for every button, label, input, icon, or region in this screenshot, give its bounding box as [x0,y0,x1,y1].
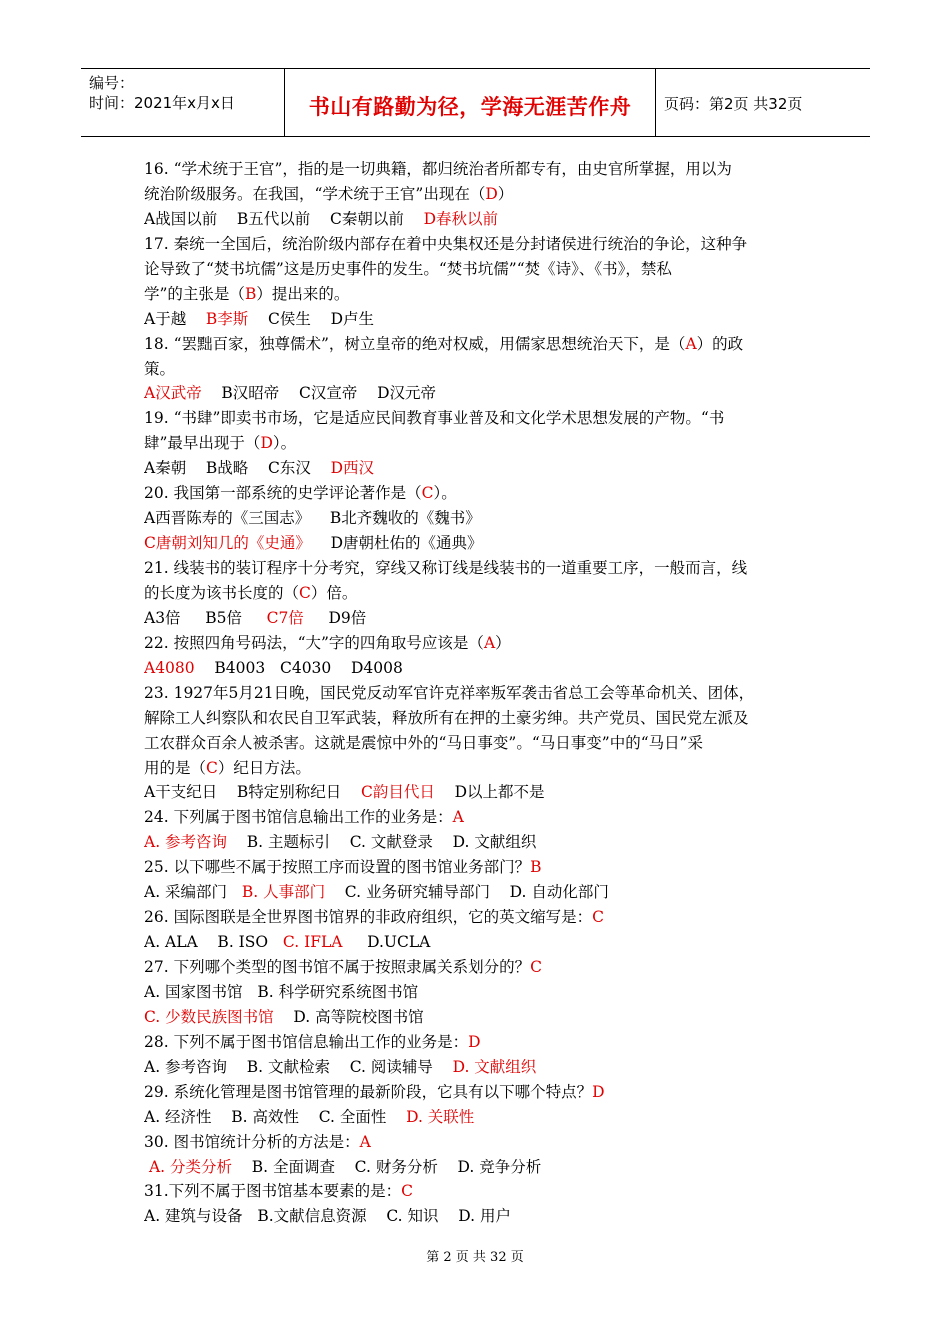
answer-text: D [468,1032,481,1051]
line-text: C侯生 D卢生 [248,309,375,328]
line-text: 肆”最早出现于（ [144,434,261,453]
text-line [144,631,814,656]
text-line [144,656,814,681]
line-text: 20. 我国第一部系统的史学评论著作是（ [144,484,422,503]
date-label: 时间：2021年x月x日 [89,94,235,112]
text-line [144,855,814,880]
text-line [144,756,814,781]
line-text: 论导致了“焚书坑儒”这是历史事件的发生。“焚书坑儒”“焚《诗》、《书》，禁私 [144,259,672,278]
answer-text: C [206,758,218,777]
line-text: 24. 下列属于图书馆信息输出工作的业务是： [144,808,453,827]
line-text: A. 经济性 B. 高效性 C. 全面性 [144,1107,407,1126]
line-text: A. 参考咨询 B. 文献检索 C. 阅读辅导 [144,1057,453,1076]
answer-text: A. 分类分析 [148,1157,232,1176]
answer-text: A. 参考咨询 [144,833,228,852]
header-page-cell [656,69,870,136]
line-text: 19. “书肆”即卖书市场，它是适应民间教育事业普及和文化学术思想发展的产物。“书 [144,409,725,428]
line-text: 16. “学术统于王官”，指的是一切典籍，都归统治者所都专有，由史官所掌握，用以为 [144,160,732,178]
answer-text: D春秋以前 [423,209,499,228]
line-text: 的长度为该书长度的（ [144,583,300,602]
text-line [144,681,814,706]
line-text: 17. 秦统一全国后，统治阶级内部存在着中央集权还是分封诸侯进行统治的争论，这种争 [144,234,748,253]
line-text: ）。 [272,434,297,453]
line-text: 31.下列不属于图书馆基本要素的是： [144,1182,402,1201]
line-text: D9倍 [303,608,367,627]
text-line [144,731,814,756]
line-text: A3倍 B5倍 [144,608,267,627]
text-line [144,830,814,855]
text-line [144,182,814,207]
text-line [144,1005,814,1030]
page-header [81,68,870,137]
text-line [144,1055,814,1080]
answer-text: C [401,1182,414,1201]
line-text: ） [497,184,514,203]
text-line [144,207,814,232]
answer-text: C韵目代日 [361,783,435,802]
answer-text: A [452,808,464,827]
line-text: B4003 C4030 D4008 [194,658,403,677]
text-line [144,357,814,382]
text-line [144,1105,814,1130]
answer-text: D [592,1082,605,1101]
line-text: ）倍。 [310,583,358,602]
line-text: 统治阶级服务。在我国，“学术统于王官”出现在（ [144,184,486,203]
line-text: 28. 下列不属于图书馆信息输出工作的业务是： [144,1032,469,1051]
line-text: 解除工人纠察队和农民自卫军武装，释放所有在押的土豪劣绅。共产党员、国民党左派及 [144,708,749,727]
line-text: D以上都不是 [434,783,545,802]
answer-text: A [483,633,496,652]
text-line [144,481,814,506]
answer-text: C [421,484,434,503]
line-text: 30. 图书馆统计分析的方法是： [144,1132,360,1151]
answer-text: B李斯 [205,309,249,328]
text-line [144,556,814,581]
line-text: D.UCLA [342,933,431,952]
text-line [144,332,814,357]
answer-text: A [359,1132,371,1151]
text-line [144,531,814,556]
line-text: ） [495,633,511,652]
answer-text: C [299,583,311,602]
answer-text: C. 少数民族图书馆 [144,1007,274,1026]
line-text: A. 国家图书馆 B. 科学研究系统图书馆 [144,982,419,1001]
line-text: ）提出来的。 [256,284,350,303]
line-text: A于越 [144,309,206,328]
text-line [144,1080,814,1105]
answer-text: D西汉 [330,459,375,478]
answer-text: C唐朝刘知几的《史通》 [144,534,311,553]
line-text: 学”的主张是（ [144,284,245,303]
text-line [144,930,814,955]
answer-text: B. 人事部门 [241,883,326,902]
answer-text: B [244,284,257,303]
line-text: C. 业务研究辅导部门 D. 自动化部门 [325,883,609,902]
text-line [144,1155,814,1180]
line-text: A秦朝 B战略 C东汉 [144,459,331,478]
text-line [144,232,814,257]
line-text: A战国以前 B五代以前 C秦朝以前 [144,209,424,228]
line-text: B. 主题标引 C. 文献登录 D. 文献组织 [227,833,537,852]
line-text: 26. 国际图联是全世界图书馆界的非政府组织，它的英文缩写是： [144,908,593,927]
text-line [144,1030,814,1055]
line-text: A干支纪日 B特定别称纪日 [144,783,362,802]
text-line [144,805,814,830]
answer-text: D. 关联性 [406,1107,475,1126]
line-text: 18. “罢黜百家，独尊儒术”，树立皇帝的绝对权威，用儒家思想统治天下，是（ [144,334,686,353]
line-text: A. ALA B. ISO [144,933,283,952]
answer-text: A汉武帝 [144,384,202,403]
answer-text: B [530,858,542,877]
text-line [144,706,814,731]
text-line [144,257,814,282]
line-text: B. 全面调查 C. 财务分析 D. 竞争分析 [232,1157,542,1176]
line-text: 23. 1927年5月21日晚，国民党反动军官许克祥率叛军袭击省总工会等革命机关、团体， [144,683,755,702]
answer-text: D [260,434,273,453]
line-text: ）的政 [696,334,744,353]
line-text: D. 高等院校图书馆 [273,1007,424,1026]
line-text: A西晋陈寿的《三国志》 B北齐魏收的《魏书》 [144,509,481,528]
text-line [144,780,814,805]
page-footer: 第 2 页 共 32 页 [426,1250,524,1265]
line-text: 21. 线装书的装订程序十分考究，穿线又称订线是线装书的一道重要工序，一般而言，线 [144,559,748,577]
text-line [144,1179,814,1204]
line-text: B汉昭帝 C汉宣帝 D汉元帝 [201,384,437,403]
text-line [144,980,814,1005]
line-text: 工农群众百余人被杀害。这就是震惊中外的“马日事变”。“马日事变”中的“马日”采 [144,733,704,752]
line-text: 27. 下列哪个类型的图书馆不属于按照隶属关系划分的？ [144,958,531,976]
text-line [144,581,814,606]
line-text: A. 采编部门 [144,883,242,902]
line-text: D唐朝杜佑的《通典》 [310,534,483,553]
text-line [144,381,814,406]
text-line [144,955,814,980]
text-line [144,406,814,431]
line-text: 29. 系统化管理是图书馆管理的最新阶段，它具有以下哪个特点？ [144,1082,593,1101]
answer-text: C7倍 [266,608,304,627]
line-text: A. 建筑与设备 B.文献信息资源 C. 知识 D. 用户 [144,1207,511,1226]
text-line [144,1204,814,1229]
line-text: ）纪日方法。 [217,758,311,777]
answer-text: A [685,334,697,353]
header-meta [81,69,285,136]
text-line [144,307,814,332]
question-list [144,157,814,1229]
page-info: 页码：第2页 共32页 [664,95,803,113]
line-text: 用的是（ [144,758,207,777]
motto-text: 书山有路勤为径，学海无涯苦作舟 [308,95,632,119]
text-line [144,905,814,930]
answer-text: A4080 [144,658,195,677]
text-line [144,431,814,456]
serial-label: 编号： [89,74,135,92]
text-line [144,456,814,481]
line-text: ）。 [433,484,457,503]
answer-text: C. IFLA [282,933,343,952]
line-text: 22. 按照四角号码法，“大”字的四角取号应该是（ [144,633,484,652]
text-line [144,880,814,905]
header-motto-cell [285,69,656,136]
text-line [144,282,814,307]
text-line [144,606,814,631]
text-line [144,506,814,531]
text-line [144,1130,814,1155]
text-line [144,157,814,182]
line-text: 策。 [144,359,176,378]
answer-text: D. 文献组织 [452,1057,537,1076]
answer-text: C [530,958,542,976]
answer-text: D [485,184,498,203]
line-text: 25. 以下哪些不属于按照工序而设置的图书馆业务部门？ [144,858,531,877]
answer-text: C [592,908,604,927]
